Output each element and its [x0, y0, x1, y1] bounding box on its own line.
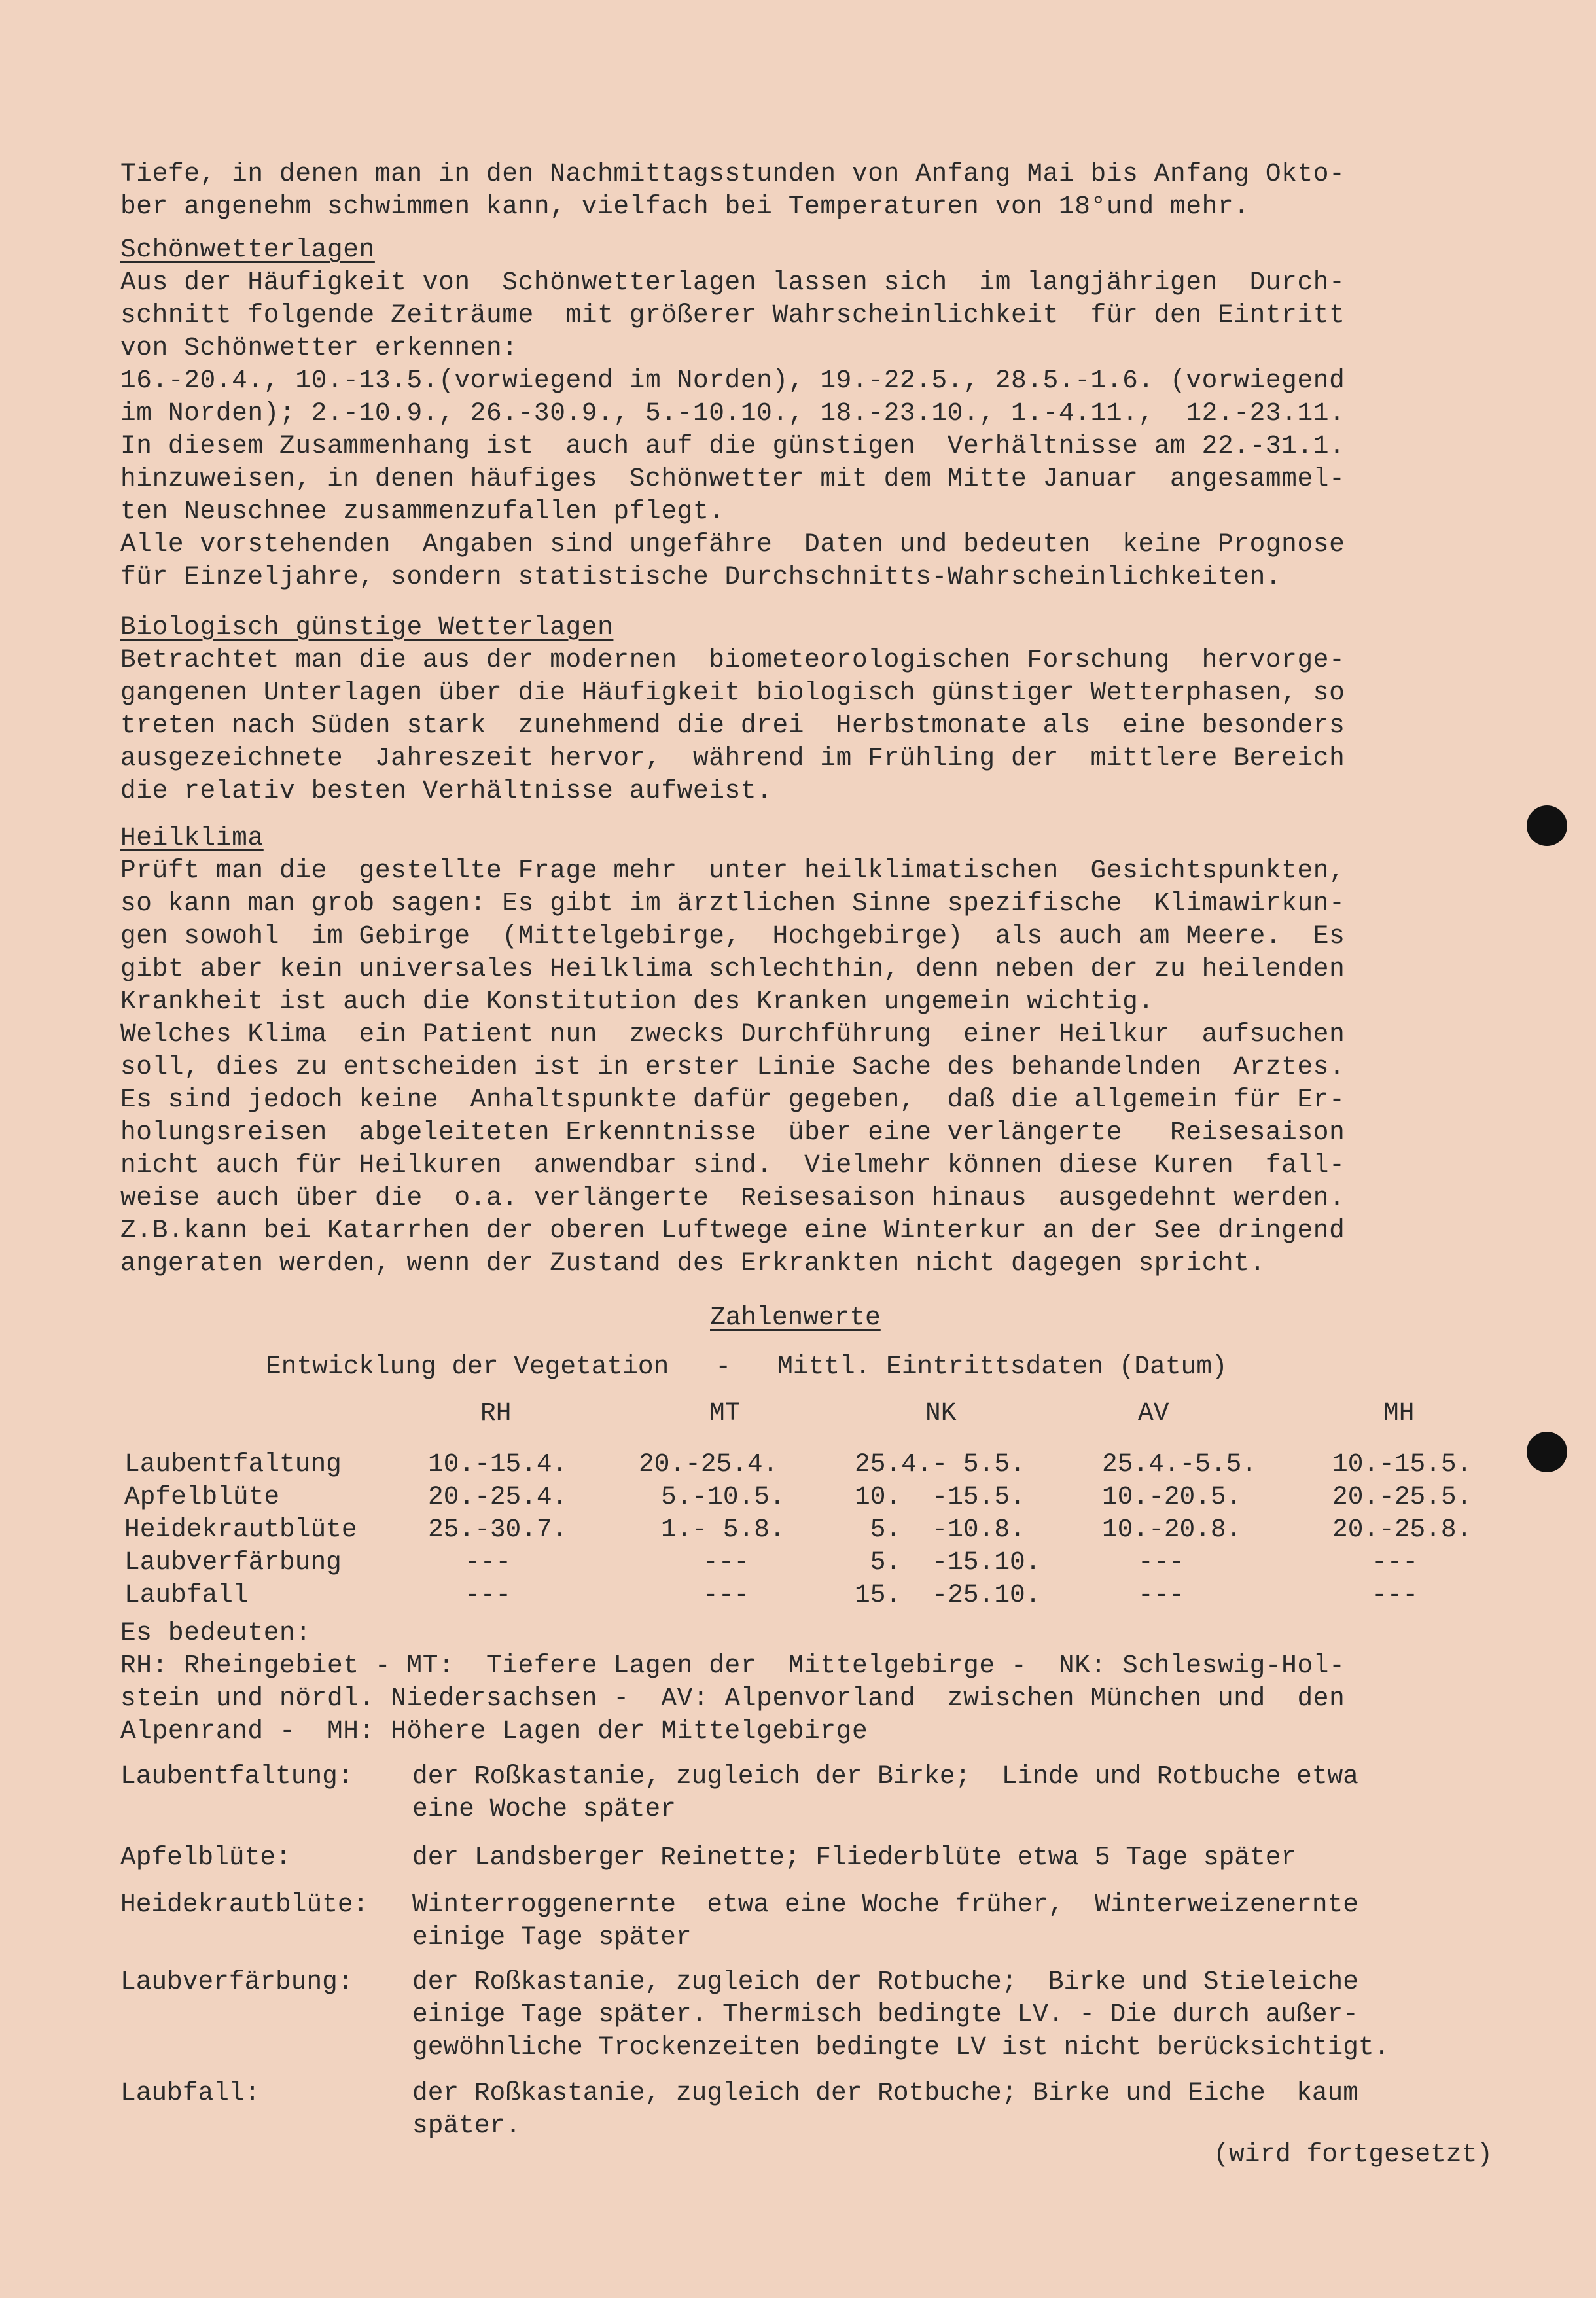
continuation-note: (wird fortgesetzt)	[1213, 2140, 1493, 2169]
text-line: die relativ besten Verhältnisse aufweist.	[120, 776, 773, 805]
row-label: Laubverfärbung	[124, 1547, 342, 1577]
table-cell: 5. -15.10.	[855, 1547, 1041, 1577]
section-heading: Biologisch günstige Wetterlagen	[120, 612, 614, 642]
text-line: im Norden); 2.-10.9., 26.-30.9., 5.-10.10., 18.-23.10., 1.-4.11., 12.-23.11.	[120, 398, 1345, 428]
punch-hole-bottom	[1527, 1432, 1567, 1472]
table-cell: 20.-25.5.	[1332, 1482, 1472, 1511]
table-cell: 25.-30.7.	[428, 1515, 568, 1544]
table-cell: 10.-20.5.	[1102, 1482, 1242, 1511]
section-biologisch	[120, 611, 1495, 807]
legend-line: RH: Rheingebiet - MT: Tiefere Lagen der Mittelgebirge - NK: Schleswig-Hol-	[120, 1651, 1345, 1680]
text-line: In diesem Zusammenhang ist auch auf die günstigen Verhältnisse am 22.-31.1.	[120, 431, 1345, 461]
row-label: Laubfall	[124, 1580, 249, 1610]
text-line: schnitt folgende Zeiträume mit größerer Wahrscheinlichkeit für den Eintritt	[120, 300, 1345, 330]
text-line: Alle vorstehenden Angaben sind ungefähre Daten und bedeuten keine Prognose	[120, 529, 1345, 559]
section-heading: Schönwetterlagen	[120, 235, 375, 264]
text-line: später.	[412, 2111, 521, 2140]
text-line: der Roßkastanie, zugleich der Birke; Linde und Rotbuche etwa	[412, 1761, 1358, 1791]
text-line: Krankheit ist auch die Konstitution des Kranken ungemein wichtig.	[120, 987, 1154, 1016]
definition-text	[412, 2077, 1358, 2142]
table-cell: 10.-20.8.	[1102, 1515, 1242, 1544]
table-cell: ---	[1372, 1580, 1419, 1610]
text-line: der Roßkastanie, zugleich der Rotbuche; Birke und Stieleiche	[412, 1967, 1358, 1996]
text-line: weise auch über die o.a. verlängerte Reisesaison hinaus ausgedehnt werden.	[120, 1183, 1345, 1212]
text-line: gewöhnliche Trockenzeiten bedingte LV ist nicht berücksichtigt.	[412, 2032, 1390, 2062]
text-line: Tiefe, in denen man in den Nachmittagsstunden von Anfang Mai bis Anfang Okto-	[120, 159, 1345, 188]
text-line: der Landsberger Reinette; Fliederblüte etwa 5 Tage später	[412, 1843, 1297, 1872]
row-label: Apfelblüte	[124, 1482, 280, 1511]
table-cell: ---	[703, 1580, 750, 1610]
text-line: Z.B.kann bei Katarrhen der oberen Luftwege eine Winterkur an der See dringend	[120, 1216, 1345, 1245]
column-header: NK	[925, 1398, 957, 1428]
punch-hole-top	[1527, 805, 1567, 846]
table-cell: 20.-25.4.	[639, 1449, 779, 1479]
definition-term: Laubfall:	[120, 2078, 260, 2108]
table-row	[120, 1579, 1527, 1612]
table-cell: 10.-15.5.	[1332, 1449, 1472, 1479]
text-line: angeraten werden, wenn der Zustand des Erkrankten nicht dagegen spricht.	[120, 1248, 1266, 1278]
text-line: Prüft man die gestellte Frage mehr unter heilklimatischen Gesichtspunkten,	[120, 856, 1345, 885]
table-header-row	[120, 1397, 1527, 1430]
text-line: hinzuweisen, in denen häufiges Schönwetter mit dem Mitte Januar angesammel-	[120, 464, 1345, 493]
legend-line: stein und nördl. Niedersachsen - AV: Alpenvorland zwischen München und den	[120, 1684, 1345, 1713]
text-line: gibt aber kein universales Heilklima schlechthin, denn neben der zu heilenden	[120, 954, 1345, 983]
text-line: ber angenehm schwimmen kann, vielfach bei Temperaturen von 18°und mehr.	[120, 192, 1250, 221]
text-line: für Einzeljahre, sondern statistische Durchschnitts-Wahrscheinlichkeiten.	[120, 562, 1282, 592]
definition-term: Laubverfärbung:	[120, 1967, 353, 1996]
row-label: Heidekrautblüte	[124, 1515, 357, 1544]
table-cell: 10.-15.4.	[428, 1449, 568, 1479]
definition-text	[412, 1760, 1358, 1826]
section-heading: Heilklima	[120, 823, 264, 853]
definition-term: Apfelblüte:	[120, 1843, 291, 1872]
table-cell: 5. -10.8.	[855, 1515, 1025, 1544]
table-cell: ---	[1138, 1580, 1185, 1610]
definition-term: Laubentfaltung:	[120, 1761, 353, 1791]
text-line: nicht auch für Heilkuren anwendbar sind. Vielmehr können diese Kuren fall-	[120, 1150, 1345, 1180]
text-line: 16.-20.4., 10.-13.5.(vorwiegend im Norden), 19.-22.5., 28.5.-1.6. (vorwiegend	[120, 366, 1345, 395]
row-label: Laubentfaltung	[124, 1449, 342, 1479]
text-line: treten nach Süden stark zunehmend die drei Herbstmonate als eine besonders	[120, 711, 1345, 740]
text-line: gangenen Unterlagen über die Häufigkeit biologisch günstiger Wetterphasen, so	[120, 678, 1345, 707]
table-cell: 1.- 5.8.	[661, 1515, 785, 1544]
text-line: Welches Klima ein Patient nun zwecks Durchführung einer Heilkur aufsuchen	[120, 1019, 1345, 1049]
table-row	[120, 1513, 1527, 1546]
column-header: AV	[1138, 1398, 1169, 1428]
text-line: holungsreisen abgeleiteten Erkenntnisse über eine verlängerte Reisesaison	[120, 1118, 1345, 1147]
text-line: Aus der Häufigkeit von Schönwetterlagen lassen sich im langjährigen Durch-	[120, 268, 1345, 297]
table-title: Zahlenwerte	[710, 1303, 881, 1332]
text-line: ten Neuschnee zusammenzufallen pflegt.	[120, 497, 725, 526]
text-line: soll, dies zu entscheiden ist in erster Linie Sache des behandelnden Arztes.	[120, 1052, 1345, 1082]
table-cell: 10. -15.5.	[855, 1482, 1025, 1511]
text-line: einige Tage später. Thermisch bedingte LV. - Die durch außer-	[412, 2000, 1358, 2029]
column-header: MT	[709, 1398, 741, 1428]
definition-term: Heidekrautblüte:	[120, 1890, 369, 1919]
text-line: Betrachtet man die aus der modernen biometeorologischen Forschung hervorge-	[120, 645, 1345, 675]
table-cell: 5.-10.5.	[661, 1482, 785, 1511]
table-cell: 15. -25.10.	[855, 1580, 1041, 1610]
table-cell: ---	[465, 1547, 512, 1577]
legend	[120, 1617, 1495, 1748]
table-cell: 20.-25.8.	[1332, 1515, 1472, 1544]
text-line: von Schönwetter erkennen:	[120, 333, 518, 362]
text-line: ausgezeichnete Jahreszeit hervor, während im Frühling der mittlere Bereich	[120, 743, 1345, 773]
table-row	[120, 1481, 1527, 1513]
text-line: gen sowohl im Gebirge (Mittelgebirge, Hochgebirge) als auch am Meere. Es	[120, 921, 1345, 951]
column-header: RH	[480, 1398, 512, 1428]
intro-paragraph	[120, 158, 1495, 223]
table-row	[120, 1448, 1527, 1481]
table-subtitle: Entwicklung der Vegetation - Mittl. Eintrittsdaten (Datum)	[266, 1352, 1228, 1381]
text-line: Winterroggenernte etwa eine Woche früher, Winterweizenernte	[412, 1890, 1358, 1919]
table-cell: 25.4.-5.5.	[1102, 1449, 1258, 1479]
section-schoenwetterlagen	[120, 234, 1495, 593]
text-line: der Roßkastanie, zugleich der Rotbuche; Birke und Eiche kaum	[412, 2078, 1358, 2108]
table-cell: ---	[703, 1547, 750, 1577]
text-line: eine Woche später	[412, 1794, 676, 1824]
definition-text	[412, 1966, 1389, 2064]
table-cell: ---	[1138, 1547, 1185, 1577]
table-cell: 20.-25.4.	[428, 1482, 568, 1511]
table-cell: ---	[1372, 1547, 1419, 1577]
section-heilklima	[120, 822, 1495, 1280]
table-cell: 25.4.- 5.5.	[855, 1449, 1025, 1479]
text-line: Es sind jedoch keine Anhaltspunkte dafür gegeben, daß die allgemein für Er-	[120, 1085, 1345, 1114]
definition-text	[412, 1841, 1296, 1874]
vegetation-table	[120, 1397, 1527, 1612]
text-line: so kann man grob sagen: Es gibt im ärztlichen Sinne spezifische Klimawirkun-	[120, 889, 1345, 918]
legend-line: Es bedeuten:	[120, 1618, 311, 1648]
table-cell: ---	[465, 1580, 512, 1610]
text-line: einige Tage später	[412, 1922, 692, 1952]
definition-text	[412, 1888, 1358, 1954]
legend-line: Alpenrand - MH: Höhere Lagen der Mittelgebirge	[120, 1716, 868, 1746]
column-header: MH	[1383, 1398, 1415, 1428]
table-row	[120, 1546, 1527, 1579]
